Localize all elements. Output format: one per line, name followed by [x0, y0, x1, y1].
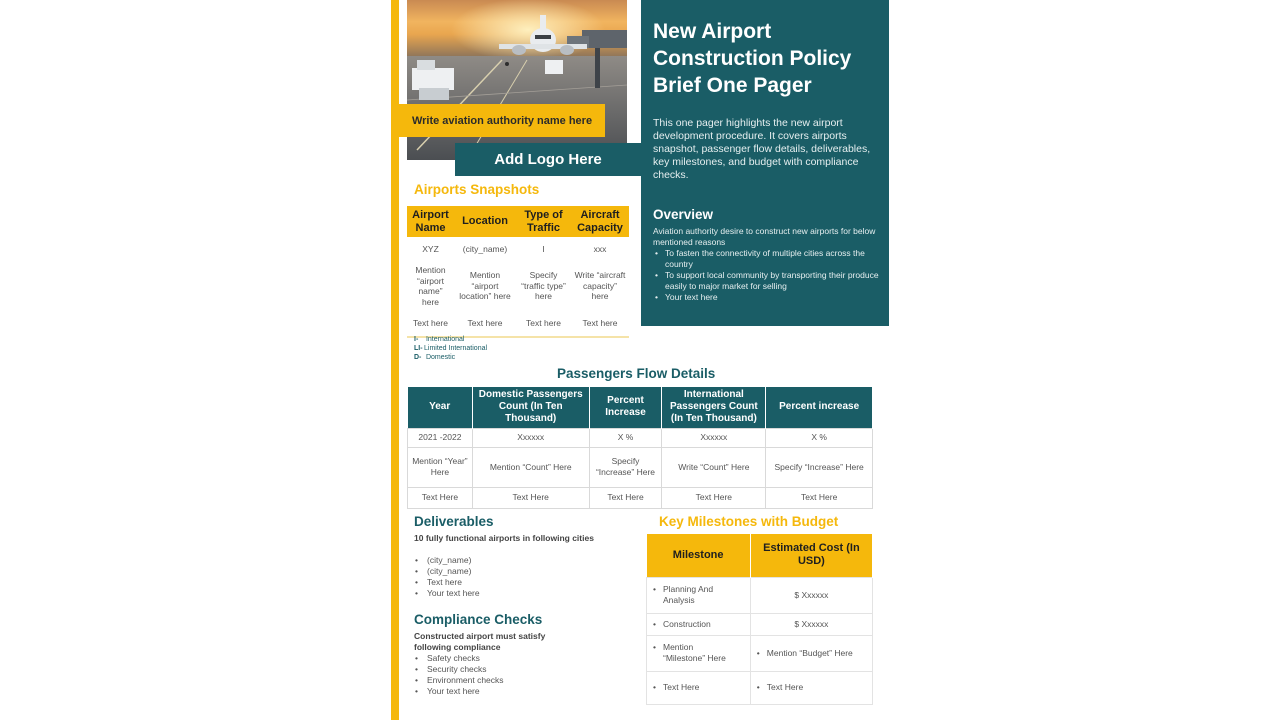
- list-item: • Security checks: [414, 664, 594, 675]
- column-header: Type of Traffic: [516, 206, 571, 237]
- table-cell: • Text Here: [647, 671, 751, 704]
- table-cell: Write “Count” Here: [662, 447, 766, 487]
- legend-label: Domestic: [425, 354, 456, 361]
- authority-name-box: Write aviation authority name here: [399, 104, 605, 137]
- table-cell: X %: [766, 428, 873, 447]
- table-cell: $ Xxxxxx: [750, 613, 872, 635]
- table-row: [407, 311, 629, 337]
- logo-placeholder: Add Logo Here: [455, 143, 641, 176]
- passengers-table: [407, 387, 873, 509]
- list-item: • Environment checks: [414, 675, 594, 686]
- table-row: [647, 635, 873, 671]
- table-cell: Text Here: [589, 487, 662, 508]
- column-header: Percent Increase: [589, 387, 662, 428]
- table-cell: 2021 -2022: [408, 428, 473, 447]
- table-cell: Xxxxxx: [662, 428, 766, 447]
- table-cell: Mention “Count” Here: [472, 447, 589, 487]
- table-cell: • Mention “Budget” Here: [750, 635, 872, 671]
- list-item: • (city_name): [414, 555, 594, 566]
- table-cell: • Text Here: [750, 671, 872, 704]
- table-cell: Mention “airport name” here: [415, 265, 446, 307]
- table-cell: • Mention “Milestone” Here: [647, 635, 751, 671]
- deliverables-list: [414, 555, 594, 599]
- milestones-title: Key Milestones with Budget: [659, 514, 839, 529]
- table-cell: Text Here: [472, 487, 589, 508]
- table-cell: Text here: [516, 311, 571, 337]
- table-cell: • Planning And Analysis: [647, 577, 751, 613]
- table-cell: I: [542, 243, 545, 254]
- list-item: • To support local community by transporting their produce easily to major market for selling: [653, 270, 883, 292]
- list-item: • Your text here: [414, 588, 594, 599]
- passengers-title: Passengers Flow Details: [557, 366, 716, 381]
- table-cell: xxx: [593, 243, 607, 254]
- table-row: [407, 261, 629, 311]
- table-cell: Text Here: [408, 487, 473, 508]
- table-cell: $ Xxxxxx: [750, 577, 872, 613]
- table-row: [647, 577, 873, 613]
- list-item: • Text here: [414, 577, 594, 588]
- compliance-title: Compliance Checks: [414, 612, 543, 627]
- list-item: • To fasten the connectivity of multiple cities across the country: [653, 248, 883, 270]
- table-cell: Text Here: [662, 487, 766, 508]
- milestones-table: [646, 534, 873, 705]
- list-item: • (city_name): [414, 566, 594, 577]
- table-row: [408, 487, 873, 508]
- milestone-label: Construction: [663, 618, 711, 629]
- compliance-subtitle: Constructed airport must satisfy following compliance: [414, 631, 546, 652]
- table-cell: Mention “Year” Here: [408, 447, 473, 487]
- traffic-legend: [414, 335, 487, 362]
- table-cell: Text here: [454, 311, 516, 337]
- column-header: Location: [454, 206, 516, 237]
- milestone-label: Text Here: [663, 682, 700, 692]
- table-cell: Text here: [407, 311, 454, 337]
- column-header: Aircraft Capacity: [571, 206, 629, 237]
- list-item: • Your text here: [653, 292, 883, 303]
- list-item: • Safety checks: [414, 653, 594, 664]
- column-header: International Passengers Count (In Ten Thousand): [662, 387, 766, 428]
- table-cell: Mention “airport location” here: [459, 270, 511, 302]
- column-header: Airport Name: [407, 206, 454, 237]
- legend-item: [414, 353, 487, 362]
- table-header-row: [408, 387, 873, 428]
- snapshots-title: Airports Snapshots: [414, 182, 540, 197]
- table-cell: Specify “traffic type” here: [521, 270, 566, 302]
- table-row: [647, 613, 873, 635]
- overview-text: Aviation authority desire to construct new airports for below mentioned reasons: [653, 226, 876, 247]
- column-header: Domestic Passengers Count (In Ten Thousand): [472, 387, 589, 428]
- table-cell: Xxxxxx: [472, 428, 589, 447]
- table-header-row: [647, 534, 873, 577]
- table-row: [408, 428, 873, 447]
- table-row: [407, 237, 629, 261]
- table-cell: Text here: [571, 311, 629, 337]
- legend-label: Limited International: [424, 345, 488, 352]
- column-header: Estimated Cost (In USD): [750, 534, 872, 577]
- table-header-row: [407, 206, 629, 237]
- left-accent-bar: [391, 0, 399, 720]
- table-cell: • Construction: [647, 613, 751, 635]
- compliance-list: [414, 653, 594, 697]
- legend-code: I-: [414, 336, 419, 343]
- column-header: Year: [408, 387, 473, 428]
- list-item: • Your text here: [414, 686, 594, 697]
- legend-label: International: [425, 336, 465, 343]
- budget-label: Mention “Budget” Here: [766, 647, 853, 658]
- table-row: [647, 671, 873, 704]
- column-header: Percent increase: [766, 387, 873, 428]
- page-title: New Airport Construction Policy Brief One Pager: [653, 20, 852, 97]
- table-cell: Specify “Increase” Here: [766, 447, 873, 487]
- column-header: Milestone: [647, 534, 751, 577]
- table-row: [408, 447, 873, 487]
- legend-code: LI-: [414, 345, 423, 352]
- deliverables-subtitle: 10 fully functional airports in following cities: [414, 533, 594, 543]
- overview-title: Overview: [653, 207, 714, 222]
- legend-item: [414, 335, 487, 344]
- overview-list: [653, 248, 883, 303]
- snapshots-table: [407, 206, 629, 338]
- legend-code: D-: [414, 354, 422, 361]
- milestone-label: Mention “Milestone” Here: [663, 642, 726, 663]
- table-cell: X %: [589, 428, 662, 447]
- legend-item: [414, 344, 487, 353]
- table-cell: Specify “Increase” Here: [589, 447, 662, 487]
- intro-text: This one pager highlights the new airport development procedure. It covers airports snapshot, passenger flow details, deliverables, key milestones, and budget with compliance checks.: [653, 117, 871, 181]
- budget-label: Text Here: [766, 682, 804, 692]
- table-cell: XYZ: [422, 243, 439, 254]
- deliverables-title: Deliverables: [414, 514, 494, 529]
- table-cell: (city_name): [462, 243, 508, 254]
- table-cell: Write “aircraft capacity” here: [574, 270, 626, 302]
- milestone-label: Planning And Analysis: [663, 584, 714, 605]
- table-cell: Text Here: [766, 487, 873, 508]
